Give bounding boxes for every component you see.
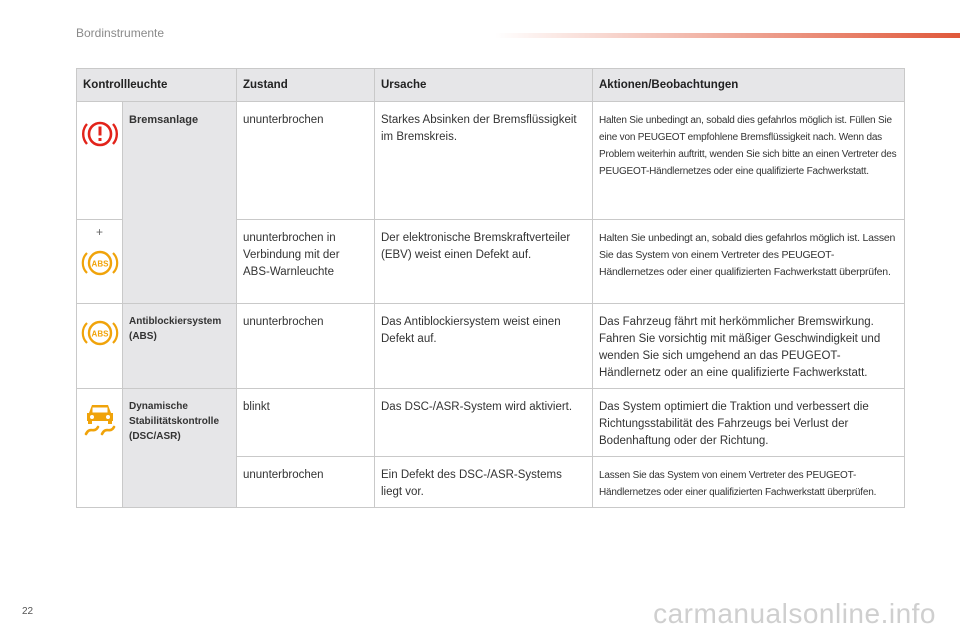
watermark: carmanualsonline.info [653,598,936,629]
column-header-aktionen: Aktionen/Beobachtungen [593,69,905,102]
abs-warning-icon [80,246,120,280]
abs-warning-icon [80,316,120,350]
brake-warning-icon [80,116,120,152]
skidding-car-icon [80,399,120,439]
icon-cell [77,389,123,508]
section-title: Bordinstrumente [76,26,165,40]
table-row [77,389,905,457]
header-accent-bar [495,33,960,38]
state-cell: ununterbrochen in Verbindung mit der ABS-Warnleuchte [237,220,375,304]
action-cell: Halten Sie unbedingt an, sobald dies gefahrlos möglich ist. Füllen Sie eine von PEUGEOT empfohlene Bremsflüssigkeit nach. Wenn das Problem weiterhin auftritt, wenden Sie sich bitte an einen Vertreter des PEUGEOT-Händlernetzes oder eine qualifizierte Fachwerkstatt. [593,102,905,220]
warning-lights-table [76,68,905,508]
warning-light-name-dsc-asr: Dynamische Stabilitätskontrolle (DSC/ASR) [123,389,237,508]
state-cell: ununterbrochen [237,102,375,220]
state-cell: ununterbrochen [237,304,375,389]
warning-light-name-abs: Antiblockiersystem (ABS) [123,304,237,389]
table-row [77,102,905,220]
icon-cell [77,220,123,304]
state-cell: ununterbrochen [237,457,375,508]
column-header-kontrollleuchte: Kontrollleuchte [77,69,237,102]
action-cell: Das Fahrzeug fährt mit herkömmlicher Bremswirkung. Fahren Sie vorsichtig mit mäßiger Geschwindigkeit und wenden Sie sich umgehend an das PEUGEOT-Händlernetz oder an eine qualifizierte Fachwerkstatt. [593,304,905,389]
cause-cell: Starkes Absinken der Bremsflüssigkeit im Bremskreis. [375,102,593,220]
page-number: 22 [22,606,34,617]
column-header-ursache: Ursache [375,69,593,102]
column-header-zustand: Zustand [237,69,375,102]
warning-light-name-bremsanlage: Bremsanlage [123,102,237,304]
action-cell: Halten Sie unbedingt an, sobald dies gefahrlos möglich ist. Lassen Sie das System von einem Vertreter des PEUGEOT-Händlernetzes oder einer qualifizierten Fachwerkstatt überprüfen. [593,220,905,304]
plus-sign: + [95,225,103,239]
table-header-row [77,69,905,102]
cause-cell: Ein Defekt des DSC-/ASR-Systems liegt vor. [375,457,593,508]
icon-cell [77,102,123,220]
table-row [77,304,905,389]
state-cell: blinkt [237,389,375,457]
cause-cell: Das Antiblockiersystem weist einen Defekt auf. [375,304,593,389]
icon-cell [77,304,123,389]
action-cell: Das System optimiert die Traktion und verbessert die Richtungsstabilität des Fahrzeugs bei Verlust der Bodenhaftung oder der Richtung. [593,389,905,457]
svg-text:ABS: ABS [91,259,108,269]
cause-cell: Der elektronische Bremskraftverteiler (EBV) weist einen Defekt auf. [375,220,593,304]
svg-text:ABS: ABS [91,329,108,339]
cause-cell: Das DSC-/ASR-System wird aktiviert. [375,389,593,457]
action-cell: Lassen Sie das System von einem Vertreter des PEUGEOT-Händlernetzes oder einer qualifizierten Fachwerkstatt überprüfen. [593,457,905,508]
